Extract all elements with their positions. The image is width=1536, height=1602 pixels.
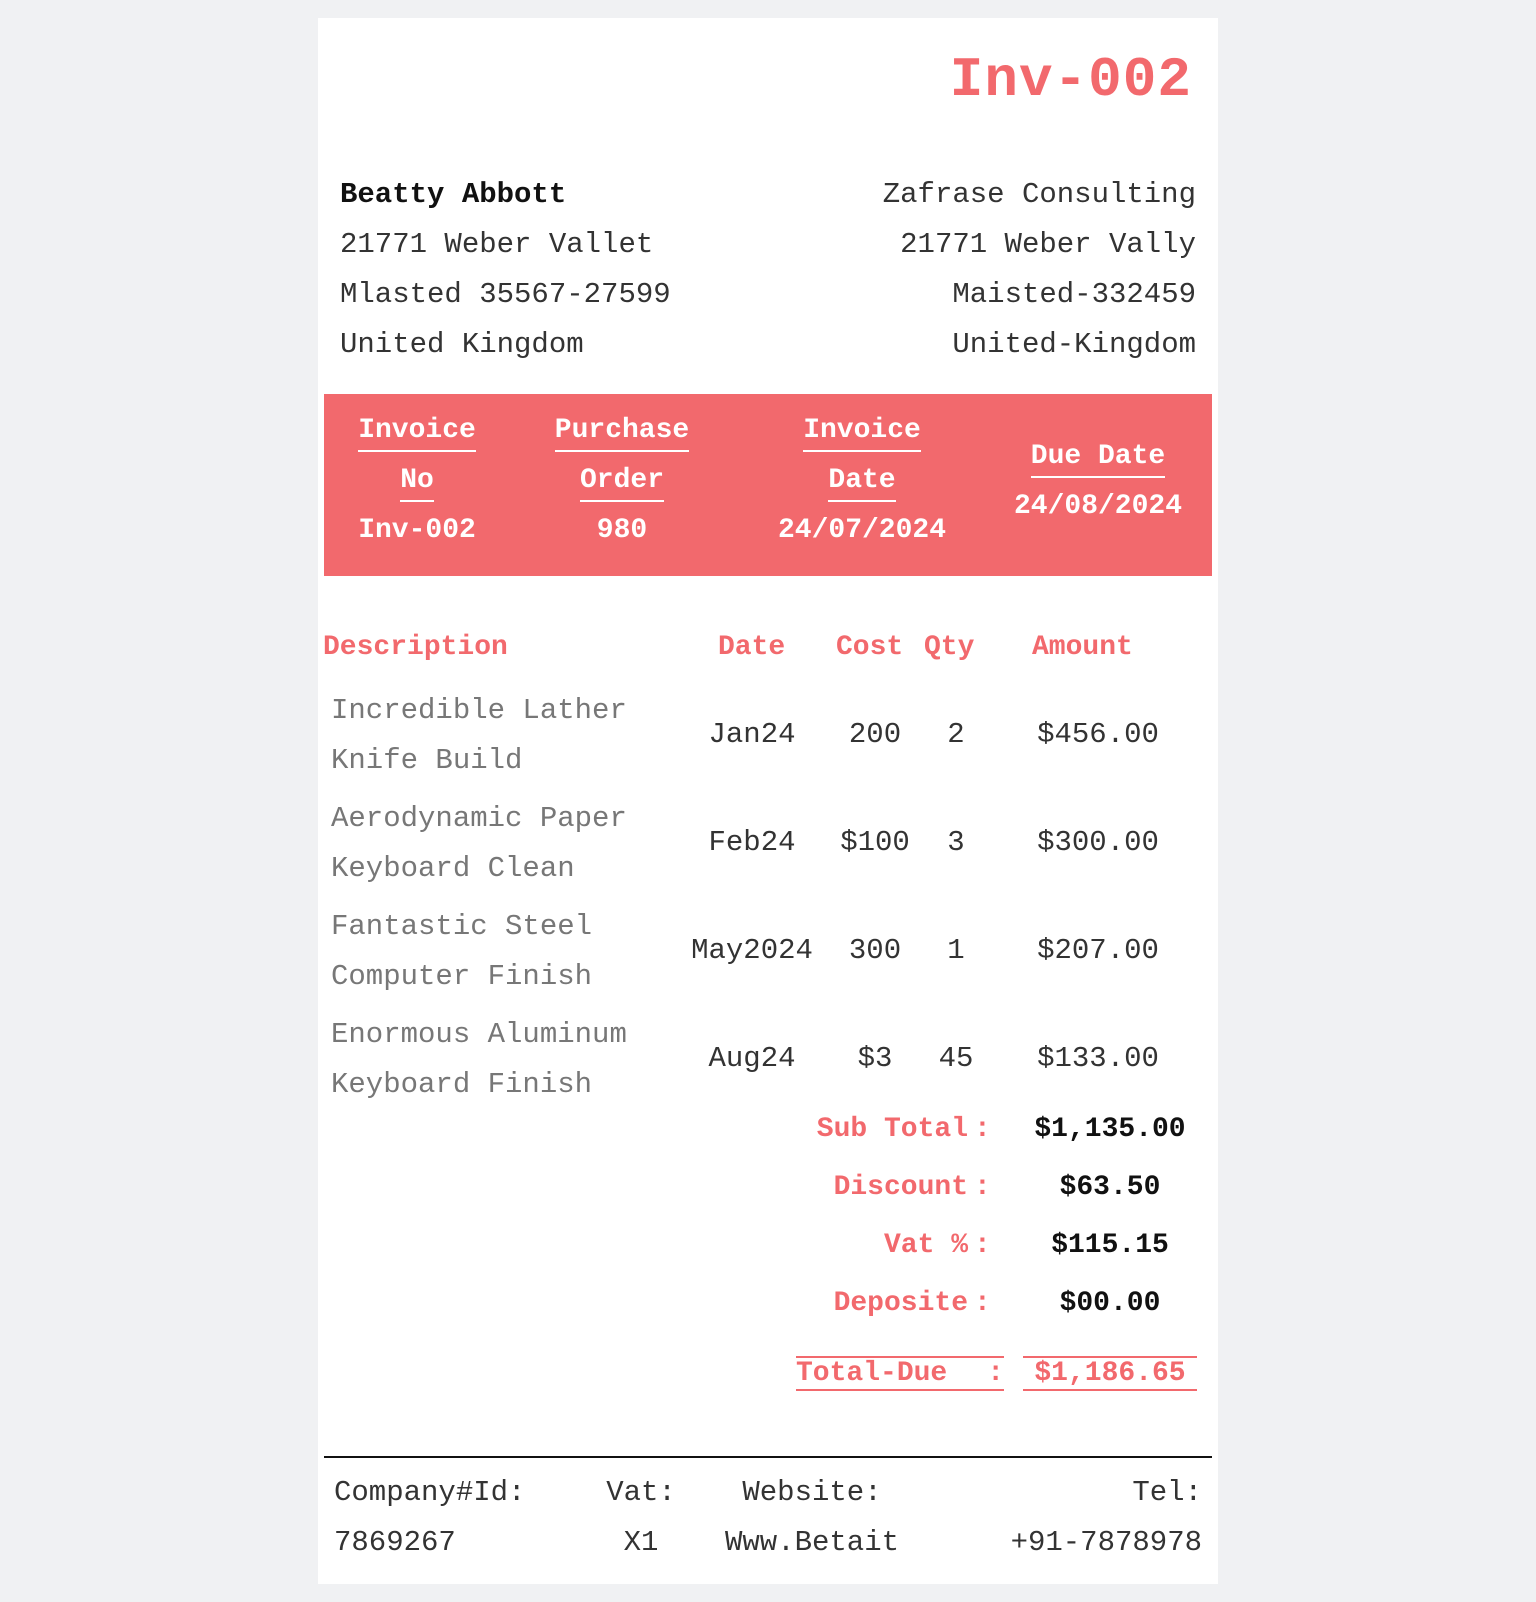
invoice-number-label-2: No xyxy=(400,465,434,502)
deposit-colon: : xyxy=(974,1288,991,1319)
footer-vat xyxy=(586,1468,696,1568)
subtotal-colon: : xyxy=(974,1114,991,1145)
column-header-description: Description xyxy=(323,632,508,663)
total-due-label: Total-Due xyxy=(796,1358,948,1389)
deposit-label: Deposite xyxy=(833,1288,968,1319)
item-amount: $456.00 xyxy=(1037,718,1159,751)
item-description-line: Fantastic Steel xyxy=(331,910,593,943)
customer-city: Mlasted 35567-27599 xyxy=(340,278,671,311)
invoice-title: Inv-002 xyxy=(949,48,1192,112)
purchase-order-label-2: Order xyxy=(580,465,664,502)
deposit-value: $00.00 xyxy=(1059,1288,1161,1319)
customer-street: 21771 Weber Vallet xyxy=(340,228,654,261)
invoice-date-value: 24/07/2024 xyxy=(777,515,947,546)
item-cost: 300 xyxy=(848,934,902,967)
item-description-line: Enormous Aluminum xyxy=(331,1018,627,1051)
invoice-number-label-1: Invoice xyxy=(358,415,476,452)
column-header-amount: Amount xyxy=(1032,632,1133,663)
due-date-value: 24/08/2024 xyxy=(1013,491,1183,522)
invoice-date-label-1: Invoice xyxy=(803,415,921,452)
footer-vat-label: Vat: xyxy=(606,1476,676,1509)
item-date: Aug24 xyxy=(708,1042,796,1075)
item-amount: $207.00 xyxy=(1037,934,1159,967)
item-description xyxy=(331,1010,691,1110)
invoice-meta-band xyxy=(324,394,1212,576)
invoice-date-block xyxy=(762,406,962,556)
footer-company-id xyxy=(334,1468,525,1568)
item-qty: 2 xyxy=(947,718,965,751)
item-cost: $100 xyxy=(840,826,910,859)
website-label: Website: xyxy=(742,1476,882,1509)
item-description-line: Computer Finish xyxy=(331,960,593,993)
item-description xyxy=(331,794,691,894)
purchase-order-value: 980 xyxy=(596,515,648,546)
total-due-value: $1,186.65 xyxy=(1023,1356,1197,1391)
vat-colon: : xyxy=(974,1230,991,1261)
company-street: 21771 Weber Vally xyxy=(900,228,1196,261)
subtotal-label: Sub Total xyxy=(816,1114,968,1145)
invoice-number-value: Inv-002 xyxy=(358,515,476,546)
item-amount: $133.00 xyxy=(1037,1042,1159,1075)
item-date: Jan24 xyxy=(708,718,796,751)
vat-value: $115.15 xyxy=(1051,1230,1169,1261)
subtotal-value: $1,135.00 xyxy=(1034,1114,1186,1145)
column-header-cost: Cost xyxy=(836,632,904,663)
item-description xyxy=(331,686,691,786)
column-header-qty: Qty xyxy=(924,632,975,663)
item-cost: $3 xyxy=(857,1042,893,1075)
company-city: Maisted-332459 xyxy=(952,278,1196,311)
item-cost: 200 xyxy=(848,718,902,751)
item-date: Feb24 xyxy=(708,826,796,859)
item-description-line: Keyboard Finish xyxy=(331,1068,593,1101)
item-qty: 1 xyxy=(947,934,965,967)
footer-vat-value: X1 xyxy=(623,1526,659,1559)
company-name: Zafrase Consulting xyxy=(882,178,1196,211)
company-id-value: 7869267 xyxy=(334,1526,456,1559)
due-date-label: Due Date xyxy=(1031,441,1165,478)
purchase-order-label-1: Purchase xyxy=(555,415,689,452)
item-amount: $300.00 xyxy=(1037,826,1159,859)
due-date-block xyxy=(1000,432,1196,532)
vat-label: Vat % xyxy=(883,1230,968,1261)
item-qty: 45 xyxy=(938,1042,974,1075)
website-value: Www.Betait xyxy=(724,1526,900,1559)
item-qty: 3 xyxy=(947,826,965,859)
item-description xyxy=(331,902,691,1002)
invoice-page xyxy=(318,18,1218,1584)
discount-value: $63.50 xyxy=(1059,1172,1161,1203)
billed-to-address xyxy=(340,170,671,370)
total-due-colon: : xyxy=(987,1358,1004,1389)
invoice-date-label-2: Date xyxy=(828,465,895,502)
item-description-line: Incredible Lather xyxy=(331,694,627,727)
item-date: May2024 xyxy=(691,934,813,967)
discount-label: Discount xyxy=(833,1172,968,1203)
footer-telephone xyxy=(1011,1468,1202,1568)
discount-colon: : xyxy=(974,1172,991,1203)
telephone-value: +91-7878978 xyxy=(1010,1526,1202,1559)
customer-name: Beatty Abbott xyxy=(340,178,567,211)
total-due-label-block xyxy=(796,1356,1004,1391)
item-description-line: Aerodynamic Paper xyxy=(331,802,627,835)
item-description-line: Keyboard Clean xyxy=(331,852,575,885)
company-id-label: Company#Id: xyxy=(334,1476,526,1509)
column-header-date: Date xyxy=(718,632,786,663)
item-description-line: Knife Build xyxy=(331,744,523,777)
invoice-number-block xyxy=(342,406,492,556)
footer-website xyxy=(714,1468,910,1568)
company-country: United-Kingdom xyxy=(952,328,1196,361)
company-address xyxy=(883,170,1196,370)
telephone-label: Tel: xyxy=(1132,1476,1202,1509)
footer-divider xyxy=(324,1456,1212,1458)
customer-country: United Kingdom xyxy=(340,328,584,361)
purchase-order-block xyxy=(542,406,702,556)
